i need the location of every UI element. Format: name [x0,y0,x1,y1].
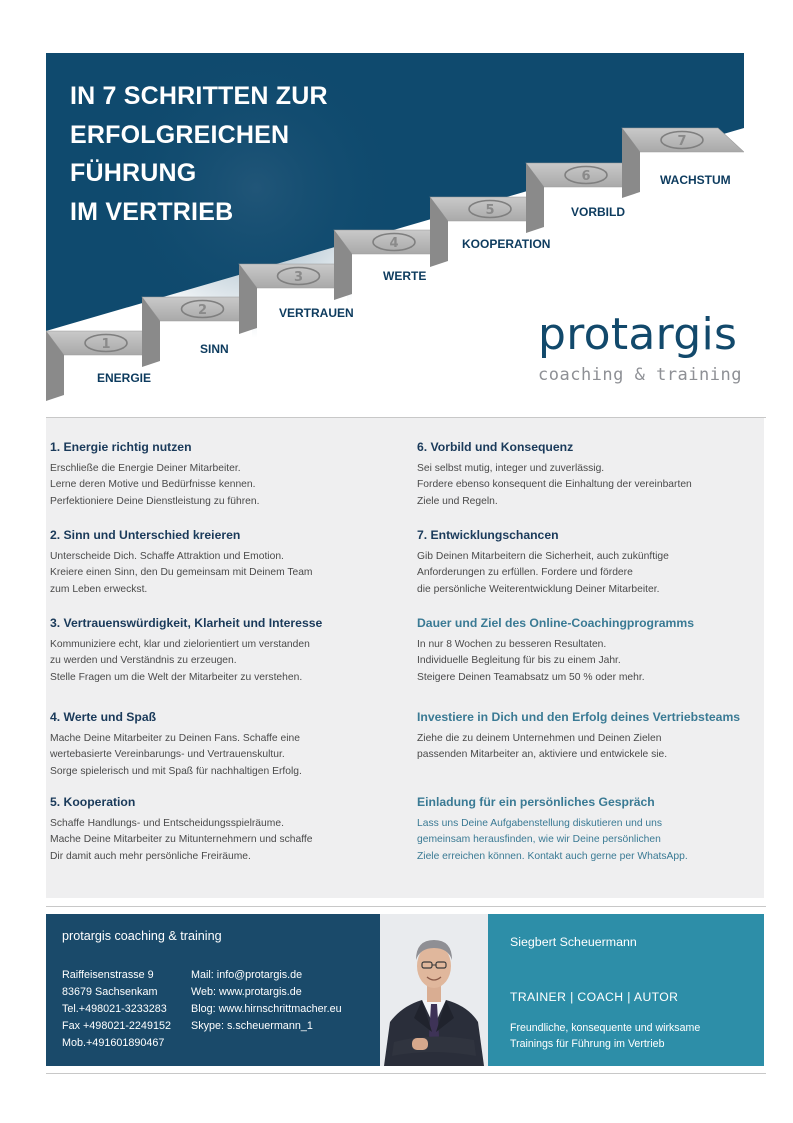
section-dauer [417,616,762,686]
section-line: wertebasierte Vereinbarungs- und Vertrauenskultur. [50,749,285,761]
section-title: Investiere in Dich und den Erfolg deines Vertriebsteams [417,710,741,724]
section-line: Mache Deine Mitarbeiter zu Mitunternehmern und schaffe [50,834,313,846]
mobile-line[interactable]: Mob.+491601890467 [62,1037,165,1049]
blog-link[interactable]: Blog: www.hirnschrittmacher.eu [191,1003,342,1015]
section-werte [50,710,400,780]
step-label-wachstum: WACHSTUM [660,173,731,187]
fax-line: Fax +498021-2249152 [62,1020,171,1032]
section-line: Ziele und Regeln. [417,495,498,507]
company-name: protargis coaching & training [62,929,222,943]
address-line: 83679 Sachsenkam [62,986,158,998]
step-label-werte: WERTE [383,269,427,283]
skype-line[interactable]: Skype: s.scheuermann_1 [191,1020,313,1032]
section-line: Lerne deren Motive und Bedürfnisse kennen. [50,479,256,491]
section-title: 2. Sinn und Unterschied kreieren [50,528,241,542]
tagline-line: Freundliche, konsequente und wirksame [510,1022,701,1034]
brand-name: protargis [538,309,738,360]
section-investiere [417,710,762,764]
section-title: 6. Vorbild und Konsequenz [417,440,574,454]
portrait-illustration [380,914,488,1066]
section-line: gemeinsam herausfinden, wie wir Deine persönlichen [417,834,661,846]
step-number: 7 [677,134,687,149]
divider [46,906,766,907]
section-line: Gib Deinen Mitarbeitern die Sicherheit, auch zukünftige [417,551,669,562]
section-vorbild [417,440,762,510]
divider [46,1073,766,1074]
trainer-block [488,914,764,1066]
section-line: Lass uns Deine Aufgabenstellung diskutieren und uns [417,818,663,829]
website-link[interactable]: Web: www.protargis.de [191,986,302,998]
section-line: Kreiere einen Sinn, den Du gemeinsam mit Deinem Team [50,567,313,579]
online-contact-block [191,967,342,1035]
step-label-vertrauen: VERTRAUEN [279,306,354,320]
section-line: Schaffe Handlungs- und Entscheidungsspielräume. [50,818,284,829]
footer [46,914,764,1066]
step-label-vorbild: VORBILD [571,205,625,219]
hero-title [70,77,400,231]
section-title: 1. Energie richtig nutzen [50,440,192,454]
section-sinn [50,528,400,598]
step-label-energie: ENERGIE [97,371,152,385]
phone-line[interactable]: Tel.+498021-3233283 [62,1003,167,1015]
section-line: In nur 8 Wochen zu besseren Resultaten. [417,639,607,650]
step-number: 3 [293,270,304,285]
hero-title-line: FÜHRUNG [70,159,197,187]
section-line: Steigere Deinen Teamabsatz um 50 % oder mehr. [417,671,645,683]
protargis-logo [538,311,744,386]
email-link[interactable]: Mail: info@protargis.de [191,969,303,981]
section-einladung [417,795,762,865]
roles: TRAINER | COACH | AUTOR [510,990,679,1004]
section-line: Fordere ebenso konsequent die Einhaltung der vereinbarten [417,479,692,491]
section-title: 4. Werte und Spaß [50,710,157,724]
contact-block [46,914,380,1066]
hero-title-line: IN 7 SCHRITTEN ZUR [70,82,328,110]
section-line: Perfektioniere Deine Dienstleistung zu führen. [50,495,260,507]
section-kooperation [50,795,400,865]
section-line: Ziehe die zu deinem Unternehmen und Deinen Zielen [417,733,662,744]
section-line: Stelle Fragen um die Welt der Mitarbeiter zu verstehen. [50,671,303,683]
section-title: 3. Vertrauenswürdigkeit, Klarheit und Interesse [50,616,323,630]
step-label-kooperation: KOOPERATION [462,237,551,251]
section-line: Mache Deine Mitarbeiter zu Deinen Fans. Schaffe eine [50,733,300,744]
section-line: Ziele erreichen können. Kontakt auch gerne per WhatsApp. [417,850,688,862]
tagline-line: Trainings für Führung im Vertrieb [510,1038,665,1050]
content-panel [46,418,764,898]
step-number: 2 [197,303,208,318]
section-line: zu werden und Verständnis zu erzeugen. [50,655,237,667]
address-line: Raiffeisenstrasse 9 [62,969,154,981]
section-title: 7. Entwicklungschancen [417,528,559,542]
section-line: passenden Mitarbeiter an, aktiviere und entwickele sie. [417,749,668,761]
section-line: Kommuniziere echt, klar und zielorientiert um verstanden [50,639,310,650]
section-line: Dir damit auch mehr persönliche Freiräume. [50,850,251,862]
section-line: Erschließe die Energie Deiner Mitarbeiter. [50,463,241,474]
portrait-photo [380,914,488,1066]
section-entwicklung [417,528,762,598]
hero-title-line: ERFOLGREICHEN [70,120,290,149]
brand-tagline: coaching & training [538,365,742,385]
person-name: Siegbert Scheuermann [510,935,637,949]
step-label-sinn: SINN [200,342,229,356]
address-block [62,967,171,1052]
step-number: 6 [581,169,591,184]
section-line: zum Leben erweckst. [50,583,148,595]
section-line: Anforderungen zu erfüllen. Fordere und fördere [417,567,633,579]
section-title: 5. Kooperation [50,795,136,809]
step-number: 1 [101,337,111,352]
hero-title-line: IM VERTRIEB [70,197,234,226]
step-number: 4 [389,236,399,251]
step-front-face [160,321,252,415]
section-line: die persönliche Weiterentwicklung Deiner Mitarbeiter. [417,583,660,595]
section-title: Dauer und Ziel des Online-Coachingprogramms [417,616,694,630]
section-vertrauen [50,616,400,686]
step-number: 5 [485,203,495,218]
section-line: Sorge spielerisch und mit Spaß für nachhaltigen Erfolg. [50,765,302,777]
section-title: Einladung für ein persönliches Gespräch [417,795,655,809]
trainer-tagline [510,1020,700,1052]
section-line: Unterscheide Dich. Schaffe Attraktion und Emotion. [50,551,284,562]
hero-banner [46,53,744,415]
section-energie [50,440,400,510]
section-line: Individuelle Begleitung für bis zu einem Jahr. [417,655,621,667]
section-line: Sei selbst mutig, integer und zuverlässig. [417,463,605,474]
